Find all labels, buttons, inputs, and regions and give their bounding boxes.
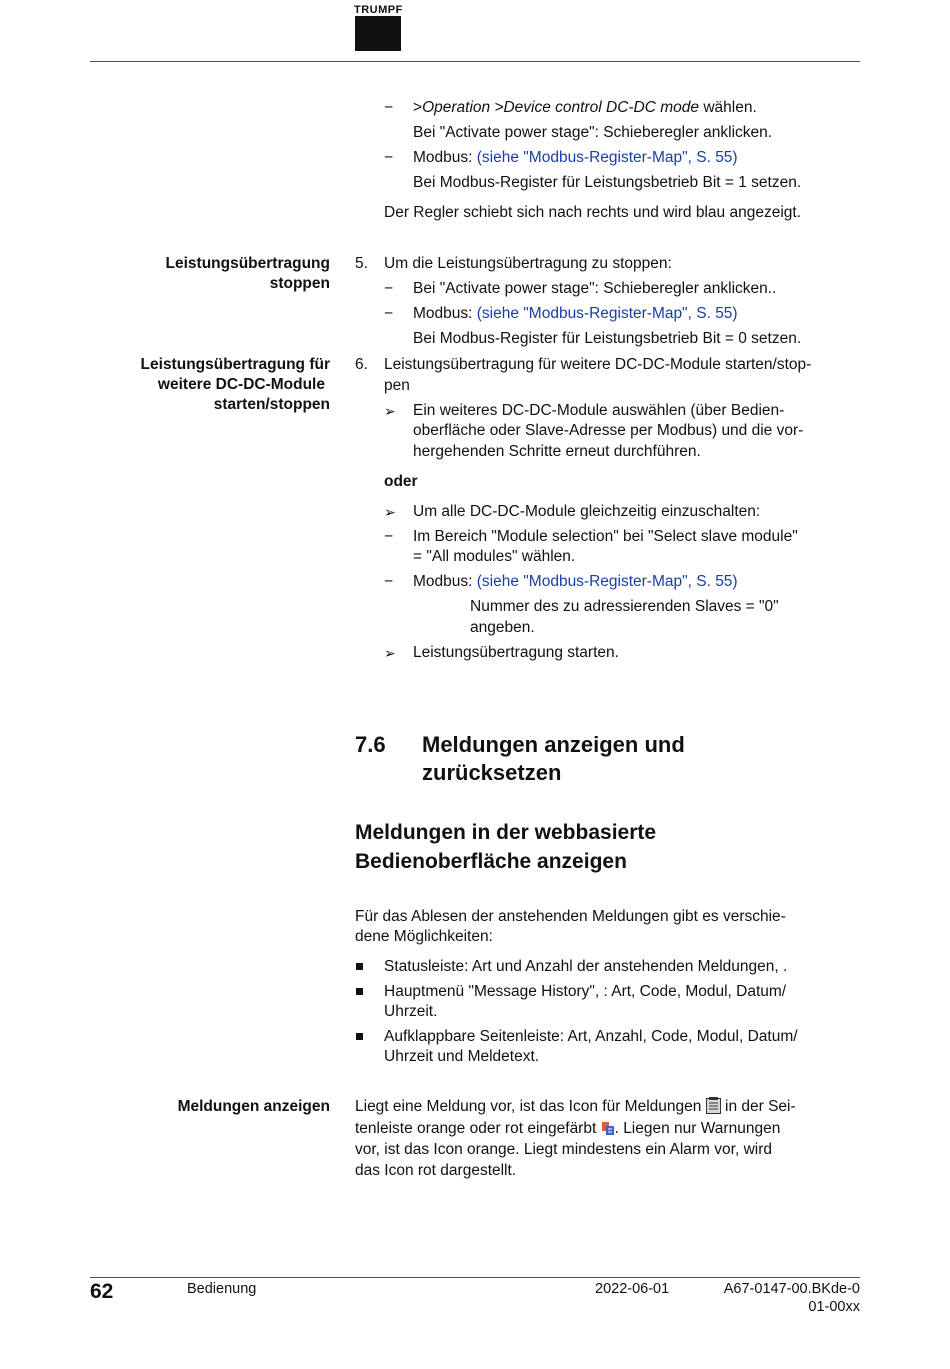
top-line-2: Bei "Activate power stage": Schieberegler anklicken. xyxy=(413,124,773,141)
bullet-square xyxy=(356,1033,363,1040)
step-number: 5. xyxy=(355,255,368,272)
subsection-title: Meldungen in der webbasierte Bedienoberfläche anzeigen xyxy=(355,821,657,873)
intro-line-1: Für das Ablesen der anstehenden Meldungen gibt es verschie- xyxy=(355,908,786,925)
bullet-square xyxy=(356,988,363,995)
arrow-icon: ➢ xyxy=(384,403,396,419)
step6-a1-3: hergehenden Schritte erneut durchführen. xyxy=(413,443,701,460)
bullet-3-1: Aufklappbare Seitenleiste: Art, Anzahl, Code, Modul, Datum/ xyxy=(384,1028,798,1045)
para-line-1: Liegt eine Meldung vor, ist das Icon für Meldungen in der Sei- xyxy=(355,1097,796,1120)
oder-label: oder xyxy=(384,473,418,490)
top-line-5: Der Regler schiebt sich nach rechts und wird blau angezeigt. xyxy=(384,204,802,221)
dash-mark: − xyxy=(384,280,394,297)
message-list-icon xyxy=(706,1097,721,1120)
section-number: 7.6 xyxy=(355,732,386,757)
dash-mark: − xyxy=(384,99,394,116)
logo-text: TRUMPF xyxy=(354,4,403,16)
para-line-4: das Icon rot dargestellt. xyxy=(355,1162,517,1179)
footer-chapter: Bedienung xyxy=(187,1281,257,1297)
step6-a1-1: Ein weiteres DC-DC-Module auswählen (über Bedien- xyxy=(413,402,785,419)
side-heading-messages: Meldungen anzeigen xyxy=(177,1098,330,1115)
section-title: Meldungen anzeigen und zurücksetzen xyxy=(422,732,685,785)
arrow-icon: ➢ xyxy=(384,504,396,520)
modbus-map-link[interactable]: (siehe "Modbus-Register-Map", S. 55) xyxy=(476,305,738,322)
dash-mark: − xyxy=(384,573,394,590)
step6-d2: Modbus: (siehe "Modbus-Register-Map", S. 55) xyxy=(413,573,738,590)
step-number: 6. xyxy=(355,356,368,373)
modbus-map-link[interactable]: (siehe "Modbus-Register-Map", S. 55) xyxy=(476,149,738,166)
bullet-3-2: Uhrzeit und Meldetext. xyxy=(384,1048,540,1065)
footer-doc-id: A67-0147-00.BKde-0 01-00xx xyxy=(723,1281,860,1315)
step6-title-2: pen xyxy=(384,377,410,394)
dash-mark: − xyxy=(384,528,394,545)
top-line-4: Bei Modbus-Register für Leistungsbetrieb Bit = 1 setzen. xyxy=(413,174,802,191)
step6-d1-1: Im Bereich "Module selection" bei "Select slave module" xyxy=(413,528,798,545)
top-line-3: Modbus: (siehe "Modbus-Register-Map", S. 55) xyxy=(413,149,738,166)
intro-line-2: dene Möglichkeiten: xyxy=(355,928,493,945)
step5-b1: Bei "Activate power stage": Schieberegler anklicken.. xyxy=(413,280,777,297)
bullet-2-2: Uhrzeit. xyxy=(384,1003,438,1020)
modbus-map-link[interactable]: (siehe "Modbus-Register-Map", S. 55) xyxy=(476,573,738,590)
step5-title: Um die Leistungsübertragung zu stoppen: xyxy=(384,255,672,272)
page-number: 62 xyxy=(90,1280,114,1303)
step6-a2: Um alle DC-DC-Module gleichzeitig einzuschalten: xyxy=(413,503,761,520)
dash-mark: − xyxy=(384,305,394,322)
arrow-icon: ➢ xyxy=(384,645,396,661)
step6-a3: Leistungsübertragung starten. xyxy=(413,644,619,661)
step6-d3-1: Nummer des zu adressierenden Slaves = "0" xyxy=(470,598,779,615)
step5-b3: Bei Modbus-Register für Leistungsbetrieb Bit = 0 setzen. xyxy=(413,330,802,347)
para-line-2: tenleiste orange oder rot eingefärbt . Liegen nur Warnungen xyxy=(355,1119,780,1142)
footer-date: 2022-06-01 xyxy=(595,1281,670,1297)
step6-d3-2: angeben. xyxy=(470,619,535,636)
bullet-square xyxy=(356,963,363,970)
footer-rule xyxy=(90,1277,860,1278)
step5-b2: Modbus: (siehe "Modbus-Register-Map", S. 55) xyxy=(413,305,738,322)
step6-title-1: Leistungsübertragung für weitere DC-DC-Module starten/stop- xyxy=(384,356,812,373)
step6-a1-2: oberfläche oder Slave-Adresse per Modbus) und die vor- xyxy=(413,422,804,439)
side-heading-more-modules: Leistungsübertragung für weitere DC-DC-Module starten/stoppen xyxy=(140,356,330,413)
para-line-3: vor, ist das Icon orange. Liegt mindestens ein Alarm vor, wird xyxy=(355,1141,772,1158)
side-heading-stop: Leistungsübertragung stoppen xyxy=(165,255,330,292)
dash-mark: − xyxy=(384,149,394,166)
bullet-2-1: Hauptmenü "Message History", : Art, Code, Modul, Datum/ xyxy=(384,983,787,1000)
top-line-1: >Operation >Device control DC-DC mode wählen. xyxy=(413,99,757,116)
message-colored-icon xyxy=(601,1121,615,1142)
bullet-1: Statusleiste: Art und Anzahl der anstehenden Meldungen, . xyxy=(384,958,788,975)
step6-d1-2: = "All modules" wählen. xyxy=(413,548,576,565)
trumpf-logo xyxy=(355,16,401,51)
header-rule xyxy=(90,61,860,62)
